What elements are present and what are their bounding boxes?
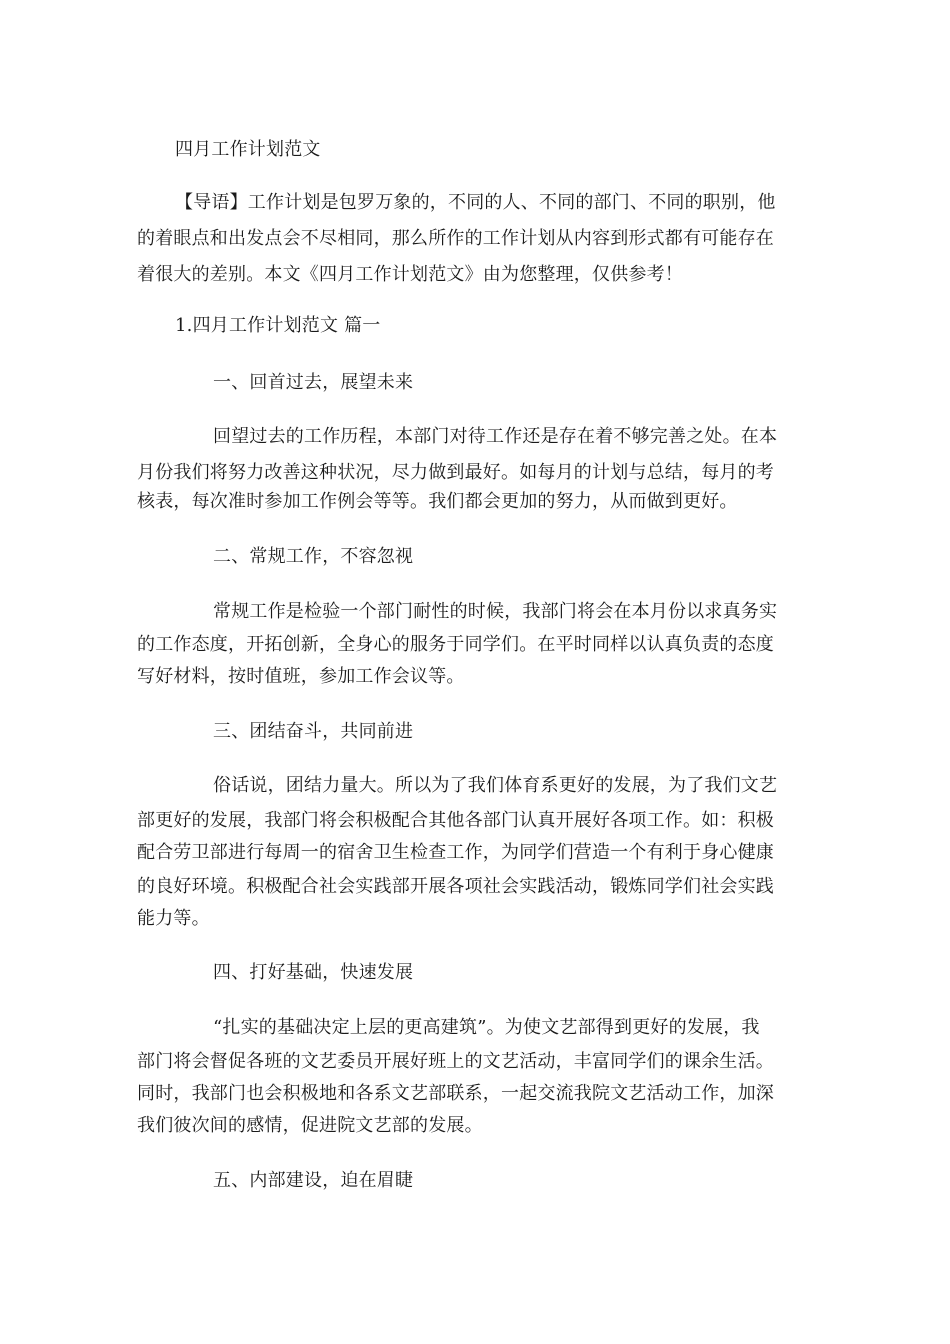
intro-line-1: 【导语】工作计划是包罗万象的，不同的人、不同的部门、不同的职别，他: [175, 192, 776, 213]
page-title: 四月工作计划范文: [175, 139, 321, 160]
paragraph-line: 部更好的发展，我部门将会积极配合其他各部门认真开展好各项工作。如：积极: [137, 810, 774, 831]
section-heading: 1.四月工作计划范文 篇一: [175, 315, 381, 336]
paragraph-line: 回望过去的工作历程，本部门对待工作还是存在着不够完善之处。在本: [213, 426, 778, 447]
paragraph-line: 的工作态度，开拓创新，全身心的服务于同学们。在平时同样以认真负责的态度: [137, 634, 774, 655]
paragraph-line: “扎实的基础决定上层的更高建筑”。为使文艺部得到更好的发展，我: [213, 1017, 760, 1038]
intro-line-2: 的着眼点和出发点会不尽相同，那么所作的工作计划从内容到形式都有可能存在: [137, 228, 774, 249]
subsection-heading-1: 一、回首过去，展望未来: [213, 372, 414, 393]
paragraph-line: 俗话说，团结力量大。所以为了我们体育系更好的发展，为了我们文艺: [213, 775, 778, 796]
paragraph-line: 月份我们将努力改善这种状况，尽力做到最好。如每月的计划与总结，每月的考: [137, 462, 774, 483]
paragraph-line: 能力等。: [137, 908, 210, 929]
subsection-heading-5: 五、内部建设，迫在眉睫: [213, 1170, 414, 1191]
paragraph-line: 配合劳卫部进行每周一的宿舍卫生检查工作，为同学们营造一个有利于身心健康: [137, 842, 774, 863]
paragraph-line: 的良好环境。积极配合社会实践部开展各项社会实践活动，锻炼同学们社会实践: [137, 876, 774, 897]
paragraph-line: 部门将会督促各班的文艺委员开展好班上的文艺活动，丰富同学们的课余生活。: [137, 1051, 774, 1072]
paragraph-line: 常规工作是检验一个部门耐性的时候，我部门将会在本月份以求真务实: [213, 601, 778, 622]
paragraph-line: 同时，我部门也会积极地和各系文艺部联系，一起交流我院文艺活动工作，加深: [137, 1083, 774, 1104]
subsection-heading-3: 三、团结奋斗，共同前进: [213, 721, 414, 742]
intro-line-3: 着很大的差别。本文《四月工作计划范文》由为您整理，仅供参考！: [137, 264, 683, 285]
subsection-heading-4: 四、打好基础，快速发展: [213, 962, 414, 983]
subsection-heading-2: 二、常规工作，不容忽视: [213, 546, 414, 567]
paragraph-line: 核表，每次准时参加工作例会等等。我们都会更加的努力，从而做到更好。: [137, 491, 738, 512]
paragraph-line: 我们彼次间的感情，促进院文艺部的发展。: [137, 1115, 483, 1136]
paragraph-line: 写好材料，按时值班，参加工作会议等。: [137, 666, 465, 687]
